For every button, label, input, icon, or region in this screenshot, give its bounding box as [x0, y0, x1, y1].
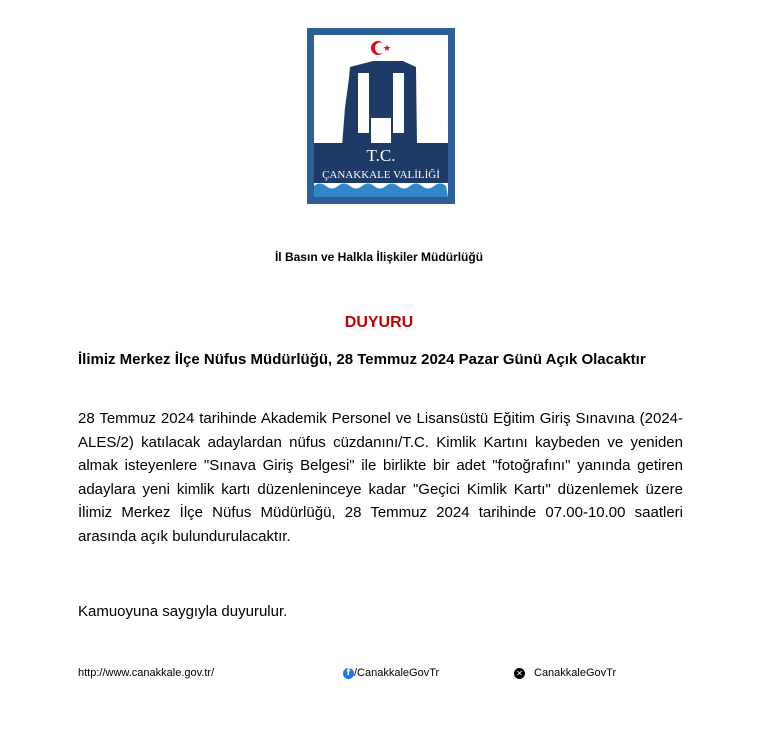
- footer: [0, 667, 758, 685]
- logo-title-text: ÇANAKKALE VALİLİĞİ: [322, 169, 440, 181]
- closing-text: Kamuoyuna saygıyla duyurulur.: [78, 603, 288, 620]
- announcement-body: 28 Temmuz 2024 tarihinde Akademik Personel ve Lisansüstü Eğitim Giriş Sınavına (2024-ALES/2) katılacak adaylardan nüfus cüzdanını/T.C. Kimlik Kartını kaybeden ve yeniden almak isteyenlere "Sınava Giriş Belgesi" ile birlikte bir adet "fotoğrafını" yanında getiren adaylara yeni kimlik kartı düzenleninceye kadar "Geçici Kimlik Kartı" düzenlemek üzere İlimiz Merkez İlçe Nüfus Müdürlüğü, 28 Temmuz 2024 tarihinde 07.00-10.00 saatleri arasında açık bulundurulacaktır.: [78, 410, 683, 545]
- x-handle: CanakkaleGovTr: [534, 667, 617, 679]
- website-link[interactable]: http://www.canakkale.gov.tr/: [78, 667, 215, 679]
- logo-tc-text: T.C.: [366, 146, 396, 165]
- facebook-icon: f: [343, 668, 354, 679]
- x-link[interactable]: [514, 667, 616, 679]
- announcement-heading: DUYURU: [344, 314, 414, 331]
- announcement-subtitle: İlimiz Merkez İlçe Nüfus Müdürlüğü, 28 Temmuz 2024 Pazar Günü Açık Olacaktır: [78, 351, 646, 368]
- department-name: İl Basın ve Halkla İlişkiler Müdürlüğü: [274, 250, 484, 264]
- facebook-link[interactable]: [343, 667, 439, 679]
- x-icon: ✕: [514, 668, 525, 679]
- facebook-handle: /CanakkaleGovTr: [354, 667, 440, 679]
- canakkale-valiligi-logo: [307, 28, 455, 204]
